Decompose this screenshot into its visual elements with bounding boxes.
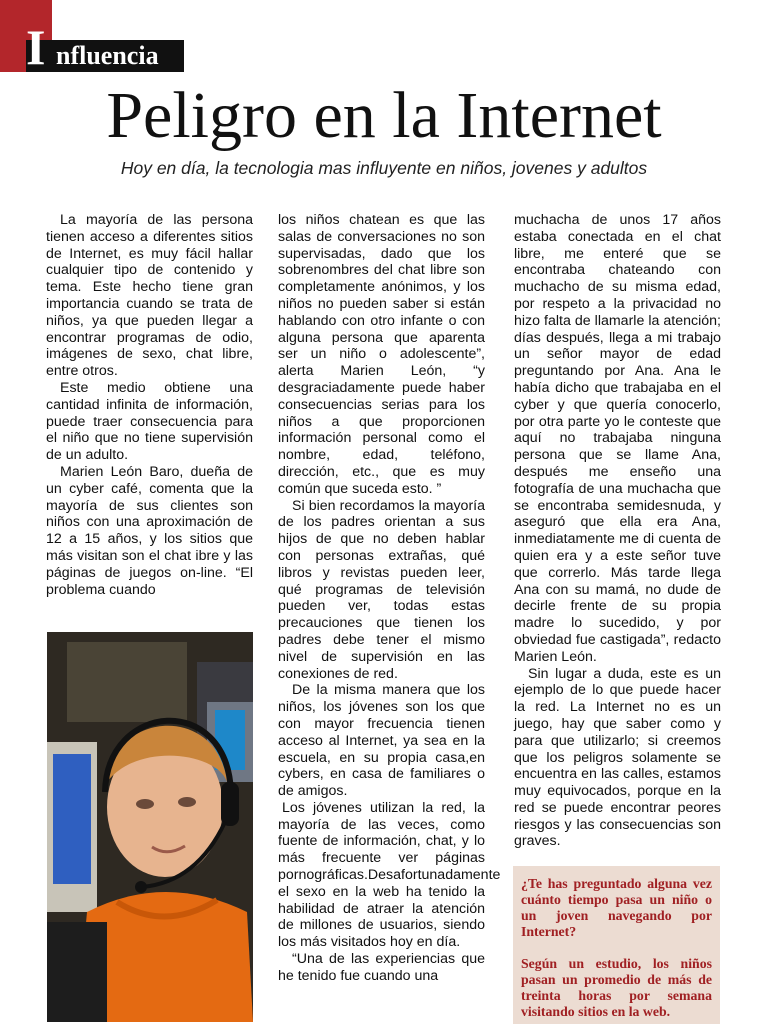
paragraph: Este medio obtiene una cantidad infinita de información, puede traer consecuencia para el niño que no tiene supervisión de un adulto.: [46, 379, 253, 464]
paragraph: “Una de las experiencias que he tenido fue cuando una: [278, 951, 485, 984]
section-initial: I: [26, 19, 46, 75]
article-column-3: [514, 212, 721, 850]
subtitle: Hoy en día, la tecnologia mas influyente en niños, jovenes y adultos: [120, 158, 648, 178]
article-column-2: [278, 212, 501, 985]
photo-boy-with-headset: [47, 632, 253, 1022]
paragraph: Marien León Baro, dueña de un cyber café, comenta que la mayoría de sus clientes son niños con una aproximación de 12 a 15 años, y los sitios que más visitan son el chat ibre y las páginas de juegos on-line. “El problema cuando: [46, 463, 253, 598]
paragraph: De la misma manera que los niños, los jóvenes son los que con mayor frecuencia tienen acceso al Internet, ya sea en la escuela, en su propia casa,en cybers, en casa de familiares o de amigos.: [278, 682, 485, 800]
paragraph: La mayoría de las persona tienen acceso a diferentes sitios de Internet, es muy fácil hallar cualquier tipo de contenido y tema. Este hecho tiene gran importancia cuando se trata de niños, ya que pueden llegar a encontrar programas de odio, imágenes de sexo, chat libre, entre otros.: [46, 212, 253, 380]
paragraph: Los jóvenes utilizan la red, la mayoría de las veces, como fuente de información, chat, y lo más frecuente ver páginas pornográficas.Desafortunadamente el sexo en la web ha tenido la habilidad de atraer la atención de millones de usuarios, siendo los más visitados hoy en día.: [278, 799, 501, 951]
article-column-1: [46, 212, 253, 598]
paragraph: Si bien recordamos la mayoría de los padres orientan a sus hijos de que no deben hablar con personas extrañas, qué libros y revistas pueden leer, qué programas de televisión pueden ver, todas estas precauciones que tienen los padres debe tener el mismo nivel de supervisión en las conexiones de red.: [278, 497, 485, 682]
section-label: [26, 19, 184, 75]
photo-illustration: [47, 632, 253, 1022]
callout-box: [513, 866, 720, 1024]
headline: Peligro en la Internet: [106, 79, 662, 152]
callout-question: ¿Te has preguntado alguna vez cuánto tiempo pasa un niño o un joven navegando por Internet?: [521, 876, 712, 939]
section-name: nfluencia: [56, 41, 159, 70]
paragraph: Sin lugar a duda, este es un ejemplo de lo que puede hacer la red. La Internet no es un juego, hay que saber como y para que utilizarlo; si creemos que los peligros solamente se encuentra en las calles, estamos muy equivocados, porque en la red se puede encontrar peores riesgos y las consecuencias son graves.: [514, 665, 721, 850]
paragraph: muchacha de unos 17 años estaba conectada en el chat libre, me enteré que se encontraba chateando con muchacho de su misma edad, por respeto a la privacidad no hizo falta de llamarle la atención; días después, llega a mi trabajo un señor mayor de edad preguntando por Ana. Ana le había dicho que trabajaba en el cyber y que quería conocerlo, por otra parte yo le conteste que aquí no trabajaba ninguna persona que se llame Ana, después me enseño una fotografía de una muchacha que se encontraba semidesnuda, y aseguró que ella era Ana, inmediatamente me di cuenta de quien era y a este señor tuve que correrlo. Más tarde llega Ana con su mamá, no dude de decirle frente de su propia madre lo sucedido, y por obviedad fue castigada”, redacto Marien León.: [514, 212, 721, 665]
paragraph: los niños chatean es que las salas de conversaciones no son supervisadas, dado que los sobrenombres del chat libre son completamente anónimos, y los niños no pueden saber si están hablando con otro infante o con alguna persona que aparenta ser un niño o adolescente”, alerta Marien León, “y desgraciadamente puede haber consecuencias serias para los niños a que proporcionen información personal como el nombre, edad, teléfono, dirección, etc., que es muy común que suceda esto. ”: [278, 212, 485, 497]
callout-answer: Según un estudio, los niños pasan un promedio de más de treinta horas por semana visitando sitios en la web.: [521, 956, 712, 1019]
